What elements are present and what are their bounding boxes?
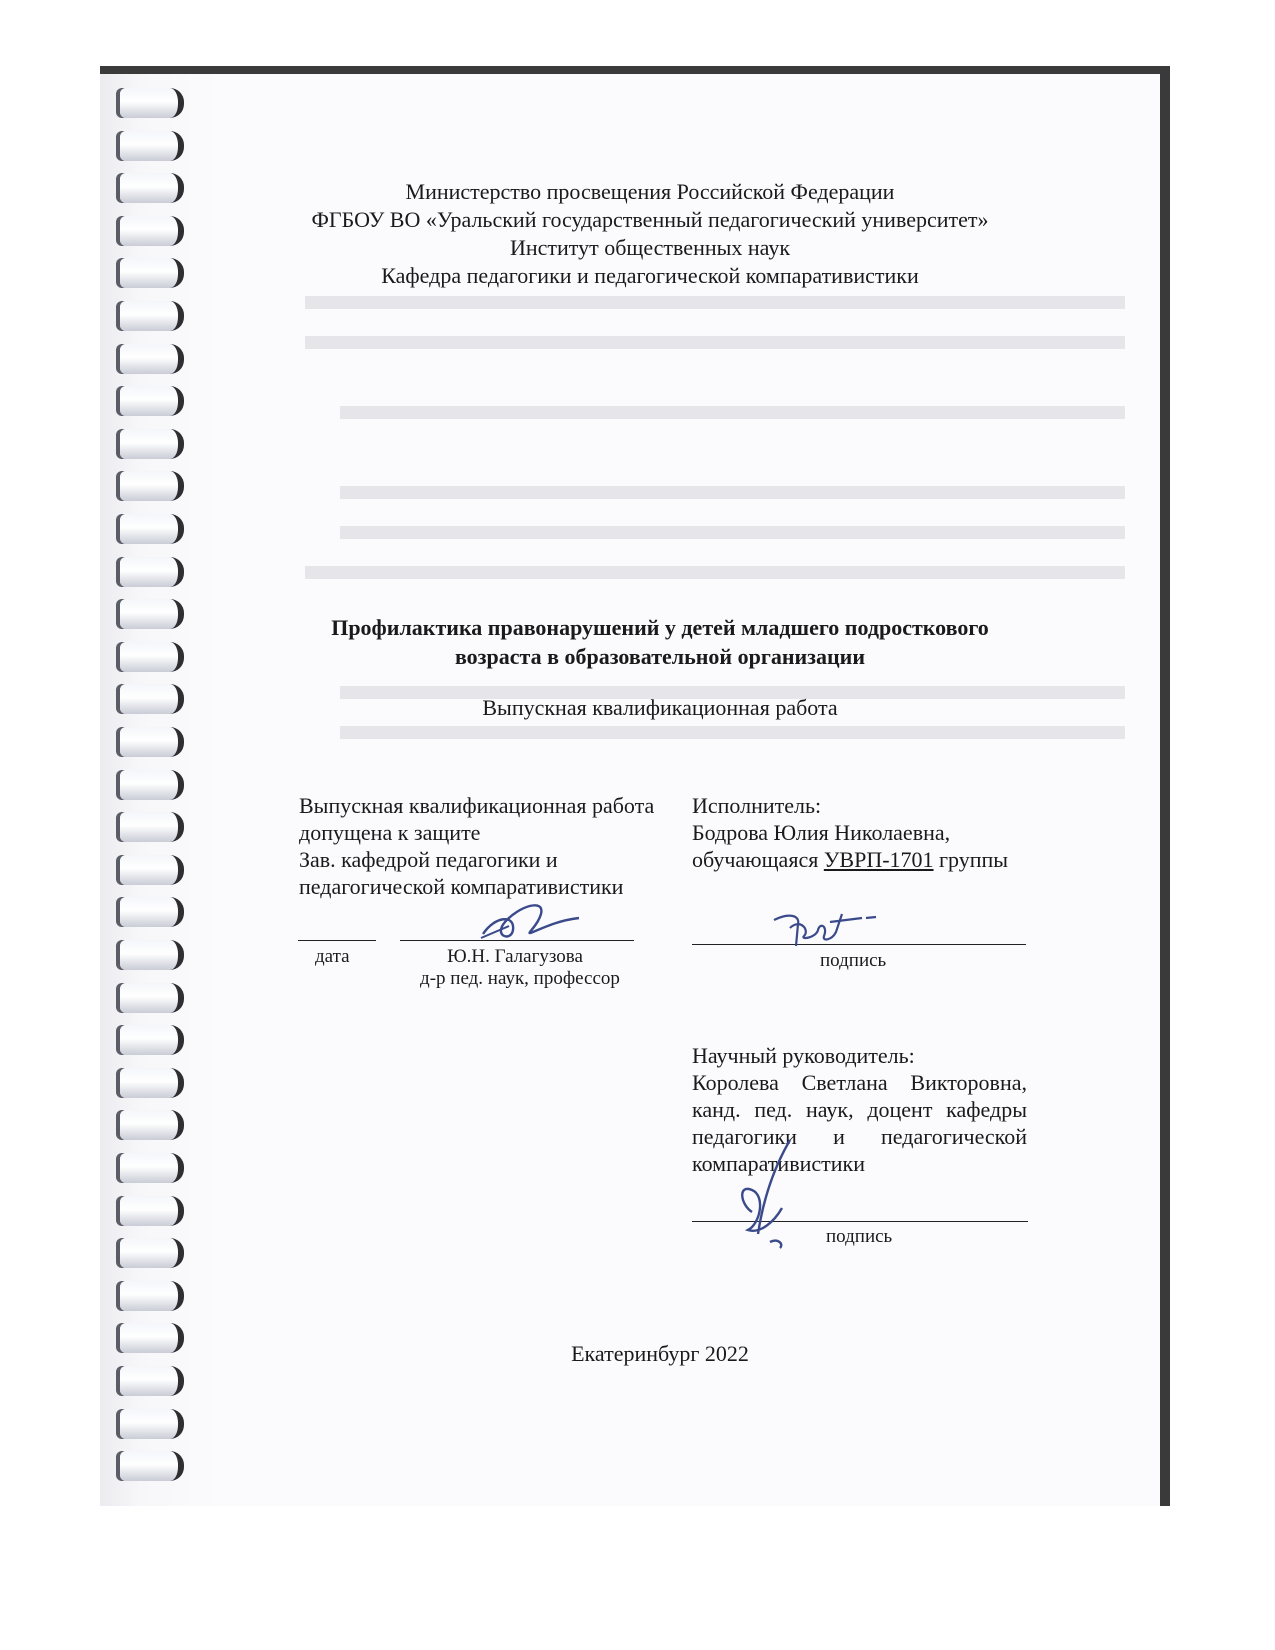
- head-name: Ю.Н. Галагузова: [447, 946, 583, 967]
- group-prefix: обучающаяся: [692, 847, 819, 872]
- thesis-title-line-2: возраста в образовательной организации: [454, 644, 866, 669]
- head-degree: д-р пед. наук, профессор: [420, 968, 620, 989]
- bleed-through-line: [305, 336, 1125, 349]
- institute-line: Институт общественных наук: [509, 235, 791, 260]
- binding-ring: [120, 1366, 184, 1396]
- bleed-through-line: [340, 486, 1125, 499]
- binding-ring: [120, 599, 184, 629]
- thesis-title-line-1: Профилактика правонарушений у детей младшего подросткового: [331, 615, 989, 640]
- bleed-through-line: [340, 726, 1125, 739]
- bleed-through-line: [305, 296, 1125, 309]
- approval-line-4: педагогической компаративистики: [299, 874, 624, 899]
- spiral-binding: [110, 74, 180, 1506]
- binding-ring: [120, 471, 184, 501]
- binding-ring: [120, 770, 184, 800]
- binding-ring: [120, 642, 184, 672]
- date-line: [298, 940, 376, 941]
- approval-line-3: Зав. кафедрой педагогики и: [299, 847, 558, 872]
- scanned-photo: [100, 66, 1170, 1506]
- supervisor-signature-label: подпись: [826, 1226, 893, 1247]
- binding-ring: [120, 940, 184, 970]
- ministry-line: Министерство просвещения Российской Федерации: [405, 179, 895, 204]
- binding-ring: [120, 1409, 184, 1439]
- title-page-sheet: [100, 74, 1160, 1506]
- binding-ring: [120, 1110, 184, 1140]
- executor-name: Бодрова Юлия Николаевна,: [692, 820, 951, 845]
- executor-signature-label: подпись: [820, 950, 887, 971]
- binding-ring: [120, 88, 184, 118]
- supervisor-label: Научный руководитель:: [692, 1043, 915, 1068]
- binding-ring: [120, 1323, 184, 1353]
- binding-ring: [120, 1238, 184, 1268]
- binding-ring: [120, 258, 184, 288]
- binding-ring: [120, 812, 184, 842]
- binding-ring: [120, 301, 184, 331]
- binding-ring: [120, 514, 184, 544]
- approval-line-1: Выпускная квалификационная работа: [299, 793, 655, 818]
- approval-line-2: допущена к защите: [299, 820, 481, 845]
- binding-ring: [120, 429, 184, 459]
- date-label: дата: [315, 946, 350, 967]
- binding-ring: [120, 173, 184, 203]
- bleed-through-line: [305, 566, 1125, 579]
- executor-group: [692, 846, 1032, 873]
- head-signature-image: [475, 896, 585, 946]
- thesis-subtitle: Выпускная квалификационная работа: [482, 695, 838, 720]
- binding-ring: [120, 1196, 184, 1226]
- binding-ring: [120, 131, 184, 161]
- executor-signature-image: [770, 908, 880, 952]
- binding-ring: [120, 855, 184, 885]
- department-line: Кафедра педагогики и педагогической компаративистики: [381, 263, 919, 288]
- binding-ring: [120, 897, 184, 927]
- binding-ring: [120, 386, 184, 416]
- binding-ring: [120, 684, 184, 714]
- group-suffix: группы: [939, 847, 1009, 872]
- executor-label: Исполнитель:: [692, 793, 822, 818]
- supervisor-details: Королева Светлана Викторовна, канд. пед. наук, доцент кафедры педагогики и педагогической компаративистики: [692, 1070, 1027, 1176]
- binding-ring: [120, 1068, 184, 1098]
- binding-ring: [120, 344, 184, 374]
- binding-ring: [120, 1281, 184, 1311]
- supervisor-signature-image: [730, 1134, 810, 1254]
- binding-ring: [120, 1025, 184, 1055]
- group-code: УВРП-1701: [823, 847, 934, 872]
- binding-ring: [120, 216, 184, 246]
- city-year: Екатеринбург 2022: [571, 1341, 749, 1366]
- university-line: ФГБОУ ВО «Уральский государственный педагогический университет»: [311, 207, 989, 232]
- binding-ring: [120, 1153, 184, 1183]
- binding-ring: [120, 727, 184, 757]
- binding-ring: [120, 983, 184, 1013]
- bleed-through-line: [340, 526, 1125, 539]
- bleed-through-line: [340, 406, 1125, 419]
- binding-ring: [120, 557, 184, 587]
- binding-ring: [120, 1451, 184, 1481]
